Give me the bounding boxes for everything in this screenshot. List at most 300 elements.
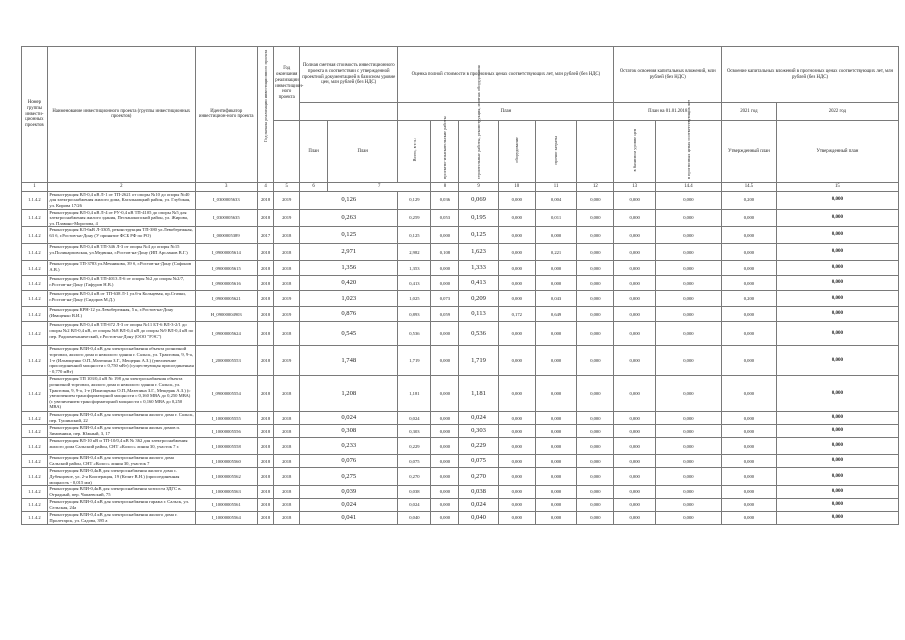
cell-name: Реконструкция КРН-12 ул.Левобережная, 5 к, г.Ростов-на-Дону (Иващенко В.И.) (47, 307, 195, 322)
hdr-approved-plan-2022: Утвержденный план (776, 121, 898, 183)
cell-v9: 0,195 (459, 209, 498, 227)
hdr-smr: строительные работы, реконструкция, монтаж оборудования (459, 121, 498, 183)
cell-end: 2019 (274, 209, 300, 227)
cell-v14a: 0,000 (655, 191, 721, 209)
cell-v10: 0,000 (498, 244, 535, 261)
cell-v9: 1,719 (459, 346, 498, 376)
cell-id: I_10000005563 (195, 486, 257, 499)
column-index-cell: 3 (195, 182, 257, 191)
cell-v8: 0,000 (431, 412, 459, 425)
cell-v12: 0,000 (577, 438, 614, 455)
cell-name: Реконструкция ВЛ-0,4 кВ от ТП-638 Л-1 ул.6-я Кольцевая, пр.Стачки, г.Ростов-на-Дону (Сидоров М.Д.) (47, 291, 195, 307)
cell-group: 1.1.4.2 (22, 291, 48, 307)
column-index-cell: 12 (577, 182, 614, 191)
hdr-pir: проектно-изыскательские работы (431, 121, 459, 183)
cell-v7: 0,129 (398, 191, 431, 209)
hdr-end-year-blank (274, 121, 300, 183)
cell-v14a: 0,000 (655, 425, 721, 438)
hdr-remaining-plan: План на 01.01.2018 (614, 103, 722, 121)
cell-full: 0,876 (300, 307, 398, 322)
cell-v13: 0,000 (614, 291, 655, 307)
cell-name: Реконструкция ТП 103/0,4 кВ № 198 для электроснабжения объекта розничной торговли, жилого дома и нежилого здания г. Сальск, ул. Трактовая, 9, 9-а, 1-е (Ильющенко О.П.,Мазепина З.Г., Мещеряк А.З.) (с увеличением трансформаторной мощности с 0,160 МВА до 0,250 МВА) (с увеличением трансформаторной мощности с 0,160 МВА до 0,250 МВА) (47, 376, 195, 412)
cell-id: I_0300005635 (195, 209, 257, 227)
table-row (22, 191, 899, 209)
cell-v11: 0,000 (535, 261, 576, 276)
cell-v14a: 0,000 (655, 376, 721, 412)
hdr-full-cost: Полная сметная стоимость инвестиционного проекта в соответствии с утвержденной проектной документацией в базисном уровне цен, млн рублей (без НДС) (300, 47, 398, 103)
cell-start: 2018 (257, 191, 274, 209)
cell-name: Реконструкция ВЛИ-0,4кВ для электроснабжения жилого дома с. Дубенцовое, ул. 2-я Кооперация, 19 (Келит В.Н.) (присоединенная мощность - 0,015 мм) (47, 468, 195, 486)
cell-v12: 0,000 (577, 376, 614, 412)
cell-id: I_10000005562 (195, 468, 257, 486)
cell-v14a: 0,000 (655, 346, 721, 376)
cell-full: 0,420 (300, 276, 398, 291)
cell-v12: 0,000 (577, 244, 614, 261)
cell-group: 1.1.4.2 (22, 191, 48, 209)
cell-name: Реконструкция ВЛ-0,4 кВ ТП-346 Л-3 от опоры №4 до опоры №15 ул.Поликарповская, ул.Медвина, г.Ростов-на-Дону (ИП Арсланов В.Г.) (47, 244, 195, 261)
cell-name: Реконструкция ВЛИ-0,4 кВ для электроснабжения гаража г. Сальск, ул. Сельская, 24а (47, 499, 195, 512)
cell-v7: 0,024 (398, 499, 431, 512)
cell-v14a: 0,000 (655, 244, 721, 261)
cell-v8: 0,000 (431, 486, 459, 499)
cell-name: Реконструкция ВЛ-10 кВ и ТП-10/0,4 кВ № 362 для электроснабжения жилого дома Сальский район, СНТ «Колос» линия 30, участок 7 г. (47, 438, 195, 455)
cell-v10: 0,000 (498, 512, 535, 525)
cell-end: 2019 (274, 346, 300, 376)
hdr-forecast-plan: План (398, 103, 614, 121)
column-index-cell: 8 (431, 182, 459, 191)
cell-v14a: 0,000 (655, 276, 721, 291)
cell-v9: 0,413 (459, 276, 498, 291)
cell-end: 2018 (274, 261, 300, 276)
cell-v15: 0,000 (776, 376, 898, 412)
cell-full: 1,748 (300, 346, 398, 376)
cell-start: 2018 (257, 261, 274, 276)
cell-v7: 0,024 (398, 412, 431, 425)
cell-v15: 0,000 (776, 261, 898, 276)
cell-v12: 0,000 (577, 499, 614, 512)
cell-v9: 1,333 (459, 261, 498, 276)
cell-group: 1.1.4.2 (22, 346, 48, 376)
table-row (22, 376, 899, 412)
column-index-cell: 1 (22, 182, 48, 191)
cell-v14b: 0,000 (722, 376, 777, 412)
cell-v14a: 0,000 (655, 291, 721, 307)
cell-group: 1.1.4.2 (22, 261, 48, 276)
cell-v14b: 0,000 (722, 425, 777, 438)
cell-v8: 0,000 (431, 468, 459, 486)
cell-start: 2018 (257, 346, 274, 376)
cell-name: Реконструкция ВЛИ-0,4 кВ для электроснабжения жилого дома г. Пролетарск, ул. Садова, 395 а (47, 512, 195, 525)
cell-v9: 0,536 (459, 322, 498, 346)
cell-group: 1.1.4.2 (22, 276, 48, 291)
cell-end: 2018 (274, 512, 300, 525)
cell-v14b: 0,000 (722, 412, 777, 425)
cell-id: H_09000004903 (195, 307, 257, 322)
cell-v14b: 0,000 (722, 261, 777, 276)
cell-v11: 0,000 (535, 346, 576, 376)
cell-v14a: 0,000 (655, 438, 721, 455)
cell-v9: 0,113 (459, 307, 498, 322)
cell-v13: 0,000 (614, 486, 655, 499)
hdr-approved-plan-2021: Утвержденный план (722, 121, 777, 183)
hdr-equipment: оборудование (498, 121, 535, 183)
cell-v8: 0,000 (431, 499, 459, 512)
cell-full: 1,208 (300, 376, 398, 412)
investment-projects-table (21, 46, 899, 525)
cell-v15: 0,000 (776, 499, 898, 512)
cell-name: Реконструкция ВЛИ-0,4 кВ для электроснабжения объекта розничной торговли, жилого дома и нежилого здания г. Сальск, ул. Трактовая, 9, 9-а, 1-е (Ильющенко О.П.,Мазепина З.Г., Мещеряк А.З.) (увеличение присоединенной мощности с 0,750 мВт) (существующая присоединенная - 0,770 мВт) (47, 346, 195, 376)
cell-v7: 0,229 (398, 438, 431, 455)
cell-id: I_10000005556 (195, 425, 257, 438)
hdr-project-name: Наименование инвестиционного проекта (группы инвестиционных проектов) (47, 47, 195, 183)
cell-name: Реконструкция ВЛИ-0,4 кВ для электроснабжения жилого дома г. Сальск, пер. Тушинский, 22 (49, 412, 194, 423)
column-index-cell: 7 (328, 182, 431, 191)
cell-start: 2018 (257, 512, 274, 525)
cell-v8: 0,000 (431, 425, 459, 438)
cell-v14b: 0,000 (722, 468, 777, 486)
cell-v7: 0,040 (398, 512, 431, 525)
cell-v10: 0,000 (498, 468, 535, 486)
cell-v13: 0,000 (614, 209, 655, 227)
cell-v9: 0,125 (459, 227, 498, 244)
cell-v7: 0,413 (398, 276, 431, 291)
cell-v7: 2,982 (398, 244, 431, 261)
cell-v15: 0,000 (776, 291, 898, 307)
cell-full: 2,971 (300, 244, 398, 261)
table-row (22, 499, 899, 512)
cell-end: 2018 (274, 455, 300, 468)
cell-v15: 0,000 (776, 244, 898, 261)
cell-v8: 0,073 (431, 291, 459, 307)
cell-group: 1.1.4.2 (22, 455, 48, 468)
cell-start: 2018 (257, 455, 274, 468)
cell-id: I_10000005555 (195, 412, 257, 425)
cell-end: 2018 (274, 486, 300, 499)
cell-end: 2018 (274, 244, 300, 261)
cell-group: 1.1.4.2 (22, 486, 48, 499)
cell-name: Реконструкция ВЛИ-0,4 кВ для электроснабжения жилого дома Сальский район, СНТ «Колос» линия 30, участок 7 (47, 455, 195, 468)
cell-v14a: 0,000 (655, 412, 721, 425)
cell-v10: 0,000 (498, 209, 535, 227)
cell-end: 2018 (274, 276, 300, 291)
cell-end: 2019 (274, 291, 300, 307)
table-row (22, 244, 899, 261)
hdr-year-2022: 2022 год (776, 103, 898, 121)
cell-v7: 1,719 (398, 346, 431, 376)
cell-id: I_09000005621 (195, 291, 257, 307)
cell-v14b: 0,000 (722, 276, 777, 291)
cell-end: 2018 (274, 468, 300, 486)
cell-v11: 0,000 (535, 499, 576, 512)
cell-name: Реконструкция ВЛИ-0,4 кВ для электроснабжения жилых домов п. Зимовники, пер. Южный, 3, 17 (47, 425, 195, 438)
cell-v8: 0,000 (431, 376, 459, 412)
cell-v11: 0,000 (535, 412, 576, 425)
cell-end: 2018 (274, 376, 300, 412)
cell-v8: 0,000 (431, 322, 459, 346)
cell-v9: 1,181 (459, 376, 498, 412)
hdr-full-cost-plan: План (300, 121, 328, 183)
hdr-other-2 (577, 121, 614, 183)
cell-full: 0,126 (300, 191, 398, 209)
column-index-cell: 10 (498, 182, 535, 191)
cell-v11: 0,649 (535, 307, 576, 322)
cell-v14a: 0,000 (655, 322, 721, 346)
cell-v13: 0,000 (614, 425, 655, 438)
cell-v7: 1,181 (398, 376, 431, 412)
cell-full: 0,039 (300, 486, 398, 499)
cell-v13: 0,000 (614, 322, 655, 346)
cell-v13: 0,000 (614, 412, 655, 425)
cell-group: 1.1.4.2 (22, 412, 48, 425)
cell-v9: 0,075 (459, 455, 498, 468)
cell-group: 1.1.4.2 (22, 425, 48, 438)
cell-v11: 0,000 (535, 455, 576, 468)
cell-v11: 0,000 (535, 376, 576, 412)
column-index-cell: 4 (257, 182, 274, 191)
cell-v14a: 0,000 (655, 209, 721, 227)
column-index-cell: 6 (300, 182, 328, 191)
cell-v7: 1,025 (398, 291, 431, 307)
cell-start: 2018 (257, 291, 274, 307)
cell-v11: 0,004 (535, 191, 576, 209)
table-row (22, 307, 899, 322)
table-row (22, 276, 899, 291)
cell-v14b: 0,000 (722, 322, 777, 346)
cell-v14a: 0,000 (655, 227, 721, 244)
cell-v12: 0,000 (577, 322, 614, 346)
cell-end: 2018 (274, 412, 300, 425)
cell-start: 2018 (257, 412, 274, 425)
cell-v12: 0,000 (577, 455, 614, 468)
cell-group: 1.1.4.2 (22, 468, 48, 486)
table-row (22, 512, 899, 525)
cell-v10: 0,000 (498, 438, 535, 455)
cell-id: I_09000005624 (195, 322, 257, 346)
hdr-full-cost-plan-2: План (328, 121, 398, 183)
cell-v12: 0,000 (577, 307, 614, 322)
cell-v9: 0,069 (459, 191, 498, 209)
cell-v15: 0,000 (776, 438, 898, 455)
cell-v7: 0,893 (398, 307, 431, 322)
cell-v12: 0,000 (577, 276, 614, 291)
cell-v10: 0,000 (498, 376, 535, 412)
cell-v10: 0,000 (498, 322, 535, 346)
cell-v14a: 0,000 (655, 468, 721, 486)
cell-v8: 0,053 (431, 209, 459, 227)
cell-v11: 0,000 (535, 468, 576, 486)
cell-v10: 0,000 (498, 191, 535, 209)
cell-v13: 0,000 (614, 376, 655, 412)
cell-full: 1,356 (300, 261, 398, 276)
cell-id: I_0300005633 (195, 191, 257, 209)
cell-start: 2018 (257, 438, 274, 455)
cell-v15: 0,000 (776, 468, 898, 486)
cell-start: 2018 (257, 307, 274, 322)
cell-v14b: 0,000 (722, 512, 777, 525)
cell-v15: 0,000 (776, 412, 898, 425)
cell-start: 2018 (257, 499, 274, 512)
cell-v10: 0,000 (498, 425, 535, 438)
cell-name: Реконструкция ТП-3783 ул.Мечникова, 39 б, г.Ростов-на-Дону (Сафонов А.В.) (47, 261, 195, 276)
hdr-group-number: Номер группы инвести-ционных проектов (22, 47, 48, 183)
table-row (22, 291, 899, 307)
cell-start: 2018 (257, 209, 274, 227)
column-index-cell: 5 (274, 182, 300, 191)
cell-end: 2018 (274, 499, 300, 512)
cell-v12: 0,000 (577, 346, 614, 376)
cell-full: 0,076 (300, 455, 398, 468)
cell-full: 0,275 (300, 468, 398, 486)
cell-v12: 0,000 (577, 291, 614, 307)
cell-id: I_10000005561 (195, 499, 257, 512)
cell-v8: 0,000 (431, 346, 459, 376)
hdr-investment: Освоение капитальных вложений в прогнозных ценах соответствующих лет, млн рублей (без НДС) (722, 47, 899, 103)
cell-v15: 0,000 (776, 455, 898, 468)
table-row (22, 346, 899, 376)
table-row (22, 261, 899, 276)
cell-v14b: 0,000 (722, 486, 777, 499)
cell-v15: 0,000 (776, 425, 898, 438)
cell-v12: 0,000 (577, 227, 614, 244)
hdr-project-id: Идентификатор инвестицион-ного проекта (195, 47, 257, 183)
column-index-cell: 14.4 (655, 182, 721, 191)
column-index-cell: 2 (47, 182, 195, 191)
cell-v7: 0,536 (398, 322, 431, 346)
cell-start: 2018 (257, 486, 274, 499)
cell-v7: 0,259 (398, 209, 431, 227)
cell-v15: 0,000 (776, 276, 898, 291)
cell-v10: 0,000 (498, 291, 535, 307)
cell-v12: 0,000 (577, 468, 614, 486)
cell-v14a: 0,000 (655, 486, 721, 499)
table-row (22, 438, 899, 455)
cell-v14a: 0,000 (655, 307, 721, 322)
hdr-other: прочие затраты (535, 121, 576, 183)
cell-v8: 0,000 (431, 227, 459, 244)
table-row (22, 227, 899, 244)
hdr-remaining: Остаток освоения капитальных вложений, млн рублей (без НДС) (614, 47, 722, 103)
cell-name: Реконструкция ВЛИ-0,4кВ для электроснабжения хозпоста ЗДГС в. Отрадный, пер. Чапаевский, 75 (47, 486, 195, 499)
cell-v8: 0,000 (431, 455, 459, 468)
table-row (22, 425, 899, 438)
cell-id: I_20000005553 (195, 346, 257, 376)
hdr-total: Всего, в т.ч.: (398, 121, 431, 183)
cell-v15: 0,000 (776, 227, 898, 244)
cell-v13: 0,000 (614, 244, 655, 261)
cell-v14b: 0,000 (722, 227, 777, 244)
cell-v10: 0,000 (498, 455, 535, 468)
cell-v11: 0,000 (535, 512, 576, 525)
cell-v15: 0,000 (776, 486, 898, 499)
cell-start: 2018 (257, 425, 274, 438)
cell-v14b: 0,200 (722, 191, 777, 209)
cell-id: I_09000005616 (195, 276, 257, 291)
cell-group: 1.1.4.2 (22, 376, 48, 412)
cell-start: 2018 (257, 276, 274, 291)
cell-end: 2018 (274, 227, 300, 244)
cell-v8: 0,059 (431, 307, 459, 322)
cell-full: 0,125 (300, 227, 398, 244)
cell-v12: 0,000 (577, 412, 614, 425)
table-row (22, 322, 899, 346)
cell-v8: 0,000 (431, 438, 459, 455)
cell-start: 2018 (257, 468, 274, 486)
cell-v13: 0,000 (614, 346, 655, 376)
cell-group: 1.1.4.2 (22, 209, 48, 227)
column-index-cell: 9 (459, 182, 498, 191)
cell-v14a: 0,000 (655, 512, 721, 525)
cell-v13: 0,000 (614, 261, 655, 276)
cell-v10: 0,000 (498, 412, 535, 425)
cell-v11: 0,000 (535, 425, 576, 438)
cell-v10: 0,000 (498, 227, 535, 244)
cell-full: 0,041 (300, 512, 398, 525)
cell-v10: 0,000 (498, 499, 535, 512)
cell-v14b: 0,000 (722, 455, 777, 468)
cell-v14b: 0,000 (722, 209, 777, 227)
cell-id: I_0000005389 (195, 227, 257, 244)
cell-v7: 0,038 (398, 486, 431, 499)
cell-v9: 0,038 (459, 486, 498, 499)
cell-v12: 0,000 (577, 425, 614, 438)
table-row (22, 455, 899, 468)
cell-v13: 0,000 (614, 227, 655, 244)
cell-start: 2017 (257, 227, 274, 244)
cell-v14b: 0,000 (722, 346, 777, 376)
cell-v8: 0,000 (431, 276, 459, 291)
cell-start: 2018 (257, 244, 274, 261)
cell-v9: 0,024 (459, 499, 498, 512)
cell-end: 2018 (274, 425, 300, 438)
cell-group: 1.1.4.2 (22, 244, 48, 261)
cell-v12: 0,000 (577, 486, 614, 499)
cell-full: 0,024 (300, 499, 398, 512)
cell-v9: 0,270 (459, 468, 498, 486)
cell-v10: 0,000 (498, 486, 535, 499)
cell-v15: 0,000 (776, 209, 898, 227)
cell-v14b: 0,000 (722, 244, 777, 261)
table-row (22, 468, 899, 486)
cell-end: 2018 (274, 322, 300, 346)
hdr-remaining-forecast: в прогнозных ценах соответствующих лет (655, 121, 721, 183)
cell-v10: 0,000 (498, 261, 535, 276)
cell-v10: 0,000 (498, 276, 535, 291)
cell-v11: 0,000 (535, 227, 576, 244)
cell-v11: 0,000 (535, 438, 576, 455)
cell-id: I_10000005558 (195, 438, 257, 455)
cell-v10: 0,000 (498, 346, 535, 376)
cell-v8: 0,000 (431, 512, 459, 525)
hdr-start-year: Год начала реализации инвестиционного проекта (257, 47, 274, 183)
cell-name: Реконструкция ВЛ-0,4 кВ ТП-672 Л-3 от опоры №11 БТ-6 ВЛ-3-2/1 до опоры №2 ВЛ-0,4 кВ, от опоры №8 ВЛ-0,4 кВ до опоры №9 ВЛ-0,4 кВ по пер. Радиомеханический, г.Ростов-на-Дону (ООО "РЭС") (47, 322, 195, 346)
column-index-cell: 15 (776, 182, 898, 191)
cell-v14b: 0,000 (722, 438, 777, 455)
cell-full: 0,308 (300, 425, 398, 438)
cell-v9: 0,024 (459, 412, 498, 425)
cell-v7: 0,075 (398, 455, 431, 468)
column-index-cell: 11 (535, 182, 576, 191)
cell-v8: 0,036 (431, 191, 459, 209)
cell-v9: 0,209 (459, 291, 498, 307)
cell-v8: 0,108 (431, 244, 459, 261)
cell-v11: 0,000 (535, 486, 576, 499)
cell-v13: 0,000 (614, 512, 655, 525)
cell-v7: 0,303 (398, 425, 431, 438)
cell-v11: 0,000 (535, 322, 576, 346)
hdr-forecast-cost: Оценка полной стоимости в прогнозных ценах соответствующих лет, млн рублей (без НДС) (398, 47, 614, 103)
cell-v10: 0,172 (498, 307, 535, 322)
cell-full: 0,024 (300, 412, 398, 425)
